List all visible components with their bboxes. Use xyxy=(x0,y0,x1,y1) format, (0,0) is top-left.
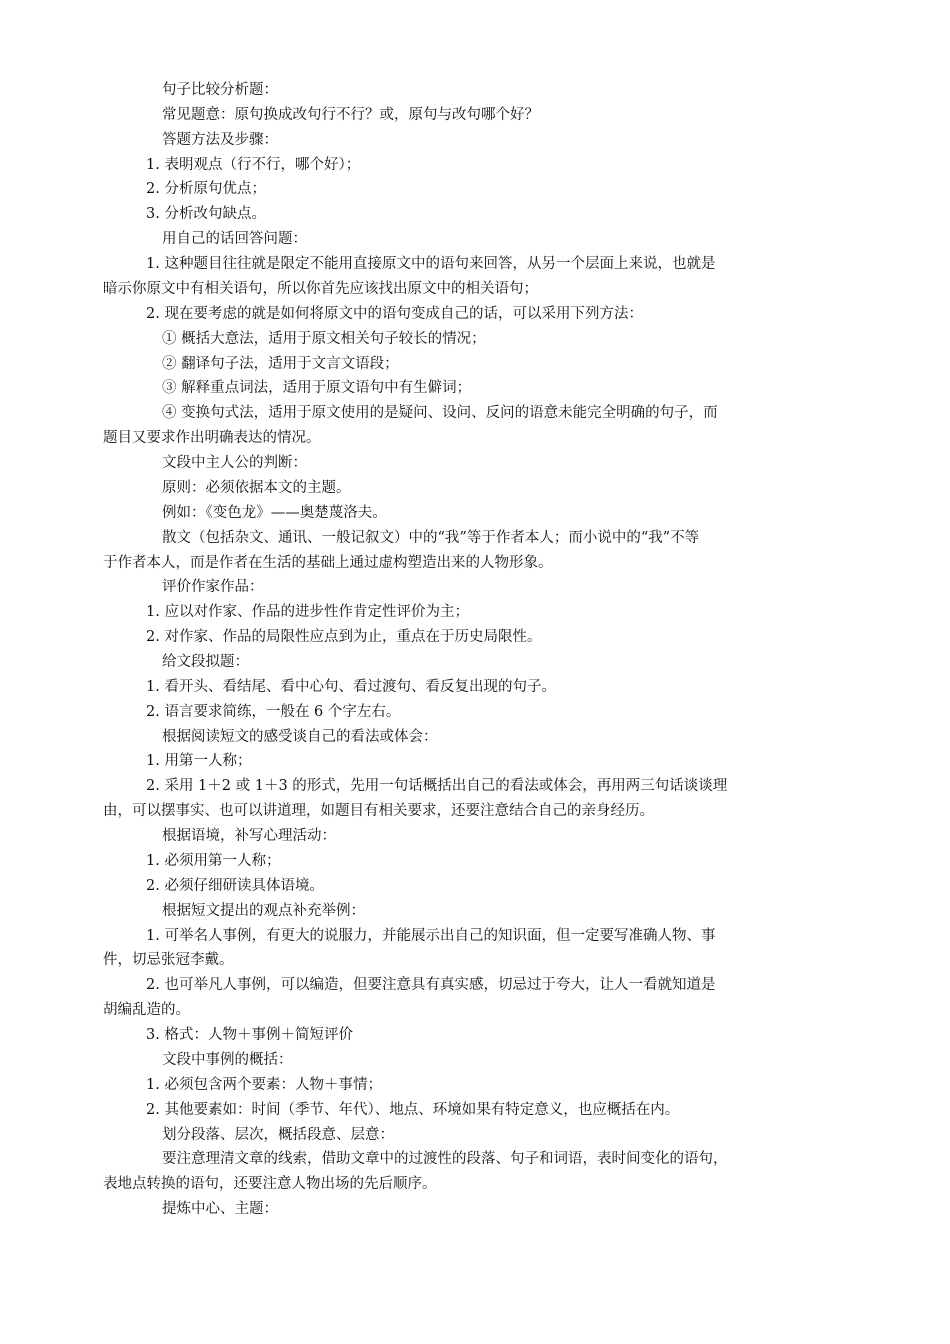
text-line: ④ 变换句式法，适用于原文使用的是疑问、设问、反问的语意未能完全明确的句子，而 xyxy=(162,405,718,422)
text-line: 2. 语言要求简练，一般在 6 个字左右。 xyxy=(146,703,401,720)
text-line: 文段中主人公的判断： xyxy=(162,455,307,472)
text-line: 2. 分析原句优点； xyxy=(146,181,266,198)
text-line: 1. 必须用第一人称； xyxy=(146,852,281,869)
text-line: 根据阅读短文的感受谈自己的看法或体会： xyxy=(162,728,438,745)
text-line: 3. 格式：人物＋事例＋简短评价 xyxy=(146,1027,353,1044)
text-line: 根据语境，补写心理活动： xyxy=(162,828,336,845)
text-line: 于作者本人，而是作者在生活的基础上通过虚构塑造出来的人物形象。 xyxy=(103,554,553,571)
text-line: 2. 也可举凡人事例，可以编造，但要注意具有真实感，切忌过于夸大，让人一看就知道是 xyxy=(146,977,716,994)
text-line: 句子比较分析题： xyxy=(162,82,278,98)
text-line: 例如：《变色龙》——奥楚蔑洛夫。 xyxy=(162,504,387,521)
text-line: 用自己的话回答问题： xyxy=(162,231,307,248)
text-line: 常见题意：原句换成改句行不行？或，原句与改句哪个好？ xyxy=(162,106,539,123)
text-line: 胡编乱造的。 xyxy=(103,1002,190,1019)
text-line: 提炼中心、主题： xyxy=(162,1201,278,1218)
text-line: 题目又要求作出明确表达的情况。 xyxy=(103,430,321,447)
text-line: 1. 必须包含两个要素：人物＋事情； xyxy=(146,1076,382,1093)
text-line: 由，可以摆事实、也可以讲道理，如题目有相关要求，还要注意结合自己的亲身经历。 xyxy=(103,803,654,820)
text-line: 2. 现在要考虑的就是如何将原文中的语句变成自己的话，可以采用下列方法： xyxy=(146,305,643,322)
text-line: 1. 这种题目往往就是限定不能用直接原文中的语句来回答，从另一个层面上来说，也就是 xyxy=(146,256,716,273)
text-line: 文段中事例的概括： xyxy=(162,1051,293,1068)
text-line: 评价作家作品： xyxy=(162,579,264,596)
text-line: 暗示你原文中有相关语句，所以你首先应该找出原文中的相关语句； xyxy=(103,280,538,297)
text-line: 划分段落、层次，概括段意、层意： xyxy=(162,1126,394,1143)
text-line: 1. 看开头、看结尾、看中心句、看过渡句、看反复出现的句子。 xyxy=(146,678,556,695)
text-line: 2. 采用 1＋2 或 1＋3 的形式，先用一句话概括出自己的看法或体会，再用两三句话谈谈理 xyxy=(146,778,728,795)
text-line: 1. 可举名人事例，有更大的说服力，并能展示出自己的知识面，但一定要写准确人物、事 xyxy=(146,927,716,944)
text-line: ① 概括大意法，适用于原文相关句子较长的情况； xyxy=(162,330,486,347)
text-line: 件，切忌张冠李戴。 xyxy=(103,952,234,969)
text-line: 表地点转换的语句，还要注意人物出场的先后顺序。 xyxy=(103,1176,437,1193)
text-line: 2. 其他要素如：时间（季节、年代）、地点、环境如果有特定意义，也应概括在内。 xyxy=(146,1101,680,1118)
text-line: ③ 解释重点词法，适用于原文语句中有生僻词； xyxy=(162,380,472,397)
text-line: ② 翻译句子法，适用于文言文语段； xyxy=(162,355,399,372)
text-line: 散文（包括杂文、通讯、一般记叙文）中的“我”等于作者本人；而小说中的“我”不等 xyxy=(162,529,700,546)
text-line: 2. 对作家、作品的局限性应点到为止，重点在于历史局限性。 xyxy=(146,629,542,646)
text-line: 1. 用第一人称； xyxy=(146,753,252,770)
text-line: 1. 应以对作家、作品的进步性作肯定性评价为主； xyxy=(146,604,469,621)
text-line: 答题方法及步骤： xyxy=(162,131,278,148)
text-line: 要注意理清文章的线索，借助文章中的过渡性的段落、句子和词语，表时间变化的语句， xyxy=(162,1151,728,1168)
text-line: 2. 必须仔细研读具体语境。 xyxy=(146,877,324,894)
text-line: 原则：必须依据本文的主题。 xyxy=(162,479,351,496)
text-line: 给文段拟题： xyxy=(162,654,249,670)
text-line: 1. 表明观点（行不行，哪个好）； xyxy=(146,156,361,173)
text-line: 3. 分析改句缺点。 xyxy=(146,206,266,223)
text-line: 根据短文提出的观点补充举例： xyxy=(162,902,365,919)
